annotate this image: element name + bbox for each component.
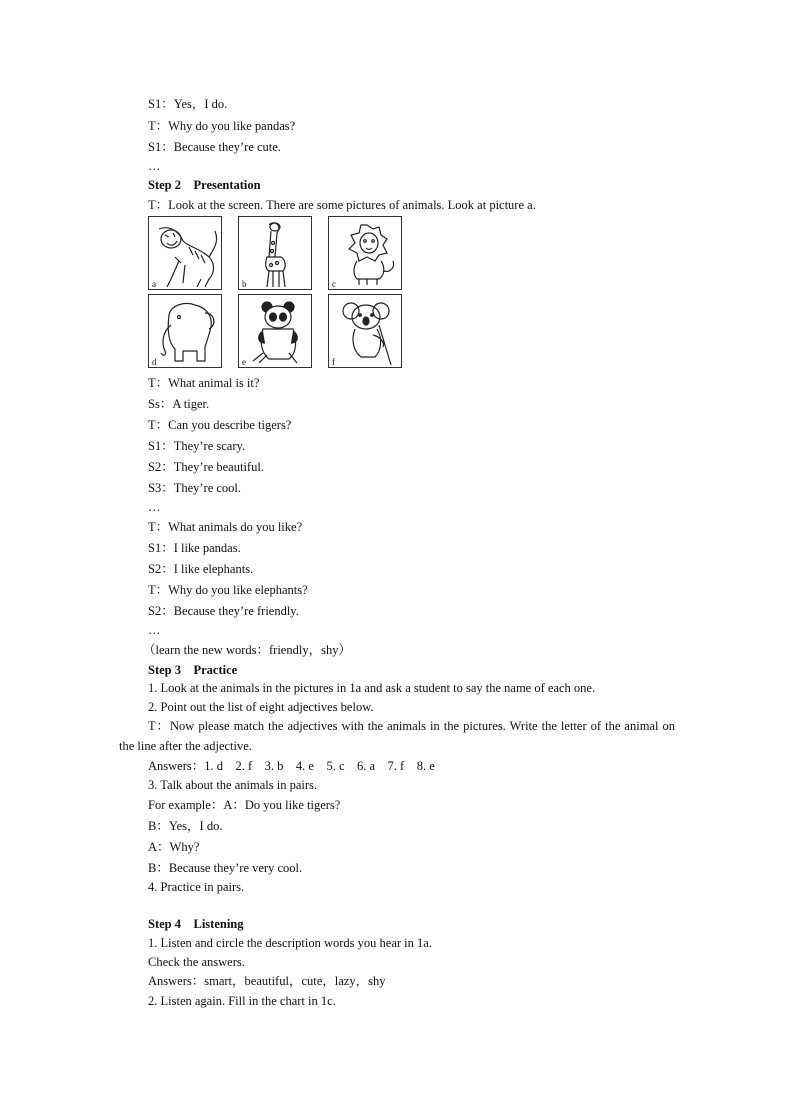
dialogue-line: S1：Yes，I do. (148, 97, 228, 111)
picture-d (148, 294, 222, 368)
dialogue-line: Ss：A tiger. (148, 397, 210, 411)
picture-letter: f (332, 357, 335, 367)
koala-icon (329, 295, 403, 369)
picture-letter: a (152, 279, 156, 289)
dialogue-line: T：Why do you like elephants? (148, 583, 308, 597)
example-line: A：Why? (148, 840, 200, 854)
tiger-icon (149, 217, 223, 291)
dialogue-line: S2：Because they’re friendly. (148, 604, 299, 618)
step4-line: 1. Listen and circle the description words you hear in 1a. (148, 936, 432, 950)
example-line: For example：A：Do you like tigers? (148, 798, 341, 812)
ellipsis: … (148, 500, 161, 514)
picture-c (328, 216, 402, 290)
picture-letter: e (242, 357, 246, 367)
picture-letter: b (242, 279, 247, 289)
step3-instruction: T：Now please match the adjectives with the animals in the pictures. Write the letter of the animal on the line after the adjective. (119, 719, 675, 753)
dialogue-line: S1：They’re scary. (148, 439, 246, 453)
dialogue-line: S1：I like pandas. (148, 541, 241, 555)
step4-heading: Step 4 Listening (148, 917, 244, 931)
step4-line: 2. Listen again. Fill in the chart in 1c. (148, 994, 336, 1008)
dialogue-line: S1：Because they’re cute. (148, 140, 281, 154)
step3-item-2: 2. Point out the list of eight adjectives below. (148, 700, 374, 714)
picture-letter: c (332, 279, 336, 289)
dialogue-line: S2：They’re beautiful. (148, 460, 264, 474)
step3-item-3: 3. Talk about the animals in pairs. (148, 778, 318, 792)
dialogue-line: T：Why do you like pandas? (148, 119, 296, 133)
dialogue-line: T：Can you describe tigers? (148, 418, 292, 432)
picture-letter: d (152, 357, 157, 367)
giraffe-icon (239, 217, 313, 291)
dialogue-line: T：What animal is it? (148, 376, 260, 390)
picture-b (238, 216, 312, 290)
example-line: B：Yes，I do. (148, 819, 223, 833)
dialogue-line: S2：I like elephants. (148, 562, 254, 576)
step3-answers: Answers：1. d 2. f 3. b 4. e 5. c 6. a 7. f 8. e (148, 759, 435, 773)
new-words-note: （learn the new words：friendly，shy） (143, 643, 351, 657)
picture-e (238, 294, 312, 368)
ellipsis: … (148, 623, 161, 637)
panda-icon (239, 295, 313, 369)
picture-a (148, 216, 222, 290)
step4-answers: Answers：smart，beautiful，cute，lazy，shy (148, 974, 386, 988)
ellipsis: … (148, 159, 161, 173)
step3-item-4: 4. Practice in pairs. (148, 880, 245, 894)
step2-heading: Step 2 Presentation (148, 178, 261, 192)
step2-instruction: T：Look at the screen. There are some pictures of animals. Look at picture a. (148, 198, 536, 212)
dialogue-line: T：What animals do you like? (148, 520, 303, 534)
picture-f (328, 294, 402, 368)
step3-item-1: 1. Look at the animals in the pictures in 1a and ask a student to say the name of each one. (148, 681, 596, 695)
lion-icon (329, 217, 403, 291)
step4-line: Check the answers. (148, 955, 245, 969)
step3-heading: Step 3 Practice (148, 663, 238, 677)
example-line: B：Because they’re very cool. (148, 861, 303, 875)
elephant-icon (149, 295, 223, 369)
dialogue-line: S3：They’re cool. (148, 481, 242, 495)
